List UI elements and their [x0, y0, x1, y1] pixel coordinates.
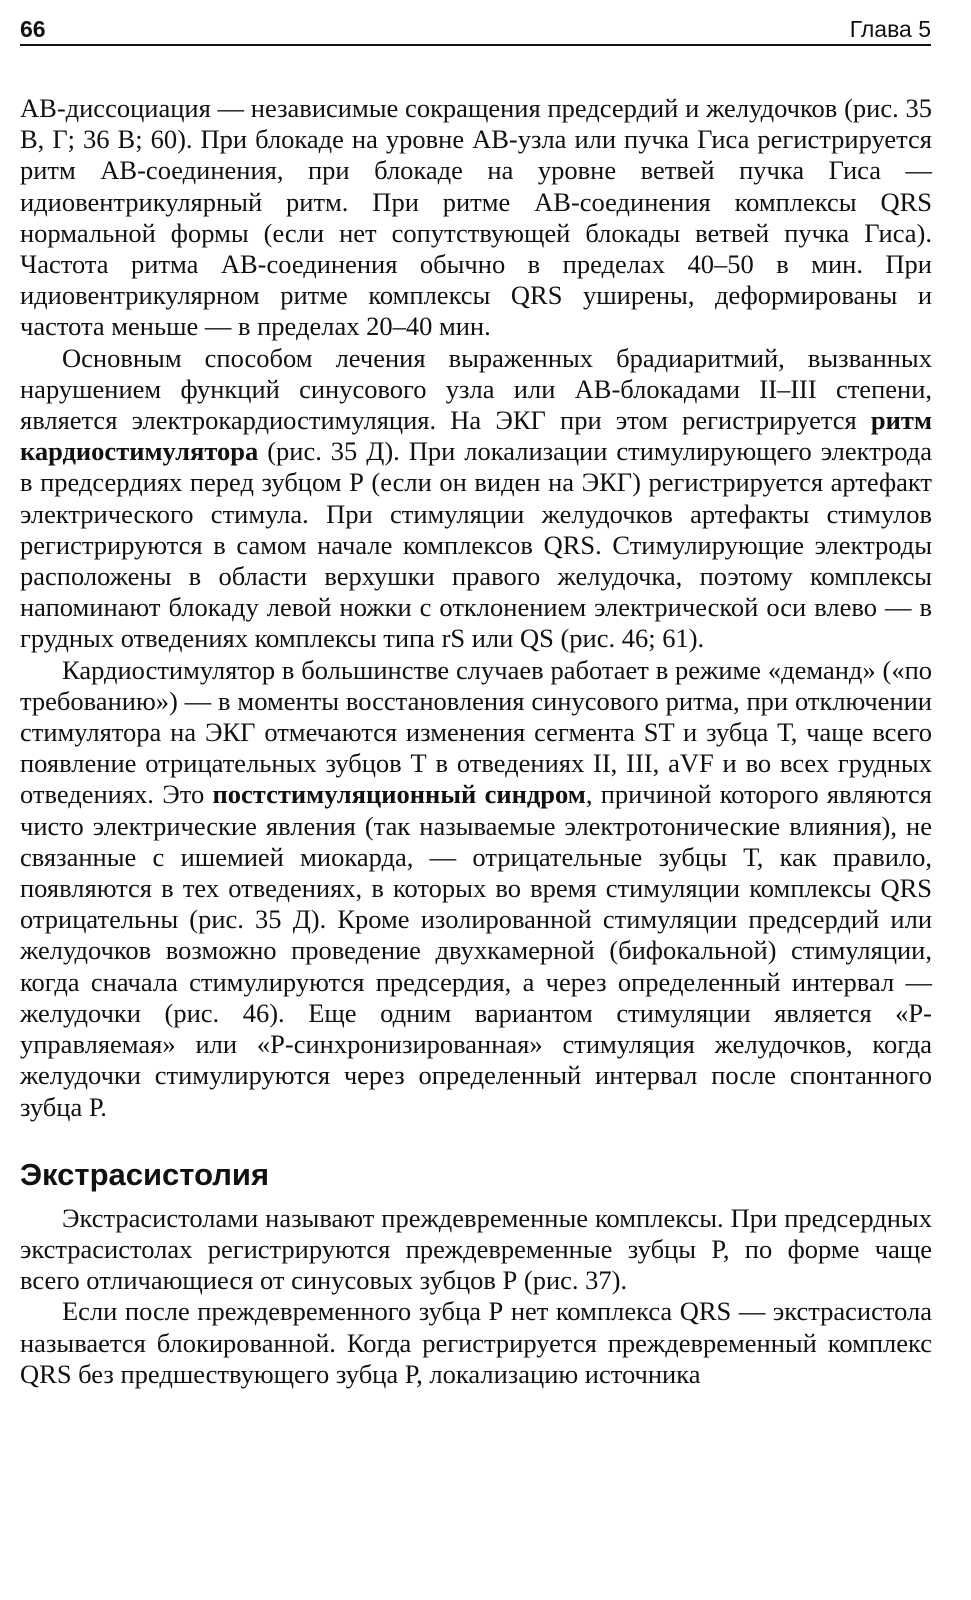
section-heading: Экстрасистолия — [20, 1156, 270, 1192]
chapter-title: Глава 5 — [849, 16, 931, 42]
paragraph-3: Кардиостимулятор в большинстве случаев работает в режиме «деманд» («по требованию») — в моменты восстановления синусового ритма, при отключении стимулятора на ЭКГ отмечаются изменения сегмента ST и зубца Т, чаще всего появление отрицательных зубцов Т в отведениях II, III, aVF и во всех грудных отведениях. Это постстимуляционный синдром, причиной которого являются чисто электрические явления (так называемые электротонические влияния), не связанные с ишемией миокарда, — отрицательные зубцы Т, как правило, появляются в тех отведениях, в которых во время стимуляции комплексы QRS отрицательны (рис. 35 Д). Кроме изолированной стимуляции предсердий или желудочков возможно проведение двухкамерной (бифокальной) стимуляции, когда сначала стимулируются предсердия, а через определенный интервал — желудочки (рис. 46). Еще одним вариантом стимуляции является «Р-управляемая» или «Р-синхронизированная» стимуляция желудочков, когда желудочки стимулируются через определенный интервал после спонтанного зубца Р. — [20, 654, 932, 1122]
paragraph-2: Основным способом лечения выраженных брадиаритмий, вызванных нарушением функций синусового узла или АВ-блокадами II–III степени, является электрокардиостимуляция. На ЭКГ при этом регистрируется ритм кардиостимулятора (рис. 35 Д). При локализации стимулирующего электрода в предсердиях перед зубцом Р (если он виден на ЭКГ) регистрируется артефакт электрического стимула. При стимуляции желудочков артефакты стимулов регистрируются в самом начале комплексов QRS. Стимулирующие электроды расположены в области верхушки правого желудочка, поэтому комплексы напоминают блокаду левой ножки с отклонением электрической оси влево — в грудных отведениях комплексы типа rS или QS (рис. 46; 61). — [20, 342, 932, 654]
paragraph-1: АВ-диссоциация — независимые сокращения предсердий и желудочков (рис. 35 В, Г; 36 В; 60). При блокаде на уровне АВ-узла или пучка Гиса регистрируется ритм АВ-соединения, при блокаде на уровне ветвей пучка Гиса — идиовентрикулярный ритм. При ритме АВ-соединения комплексы QRS нормальной формы (если нет сопутствующей блокады ветвей пучка Гиса). Частота ритма АВ-соединения обычно в пределах 40–50 в мин. При идиовентрикулярном ритме комплексы QRS уширены, деформированы и частота меньше — в пределах 20–40 мин. — [20, 93, 932, 342]
term-poststimulation-syndrome: постстимуляционный синдром — [212, 779, 586, 810]
page-number: 66 — [20, 16, 46, 42]
section-paragraph-1: Экстрасистолами называют преждевременные комплексы. При предсердных экстрасистолах регистрируются преждевременные зубцы Р, по форме чаще всего отличающиеся от синусовых зубцов Р (рис. 37). — [20, 1202, 932, 1296]
header-rule — [20, 44, 931, 46]
section-paragraph-2: Если после преждевременного зубца Р нет комплекса QRS — экстрасистола называется блокированной. Когда регистрируется преждевременный комплекс QRS без предшествующего зубца Р, локализацию источника — [20, 1296, 932, 1389]
term-pacemaker-rhythm: ритм кардиостимулятора — [20, 405, 932, 467]
body-text — [20, 93, 932, 1390]
